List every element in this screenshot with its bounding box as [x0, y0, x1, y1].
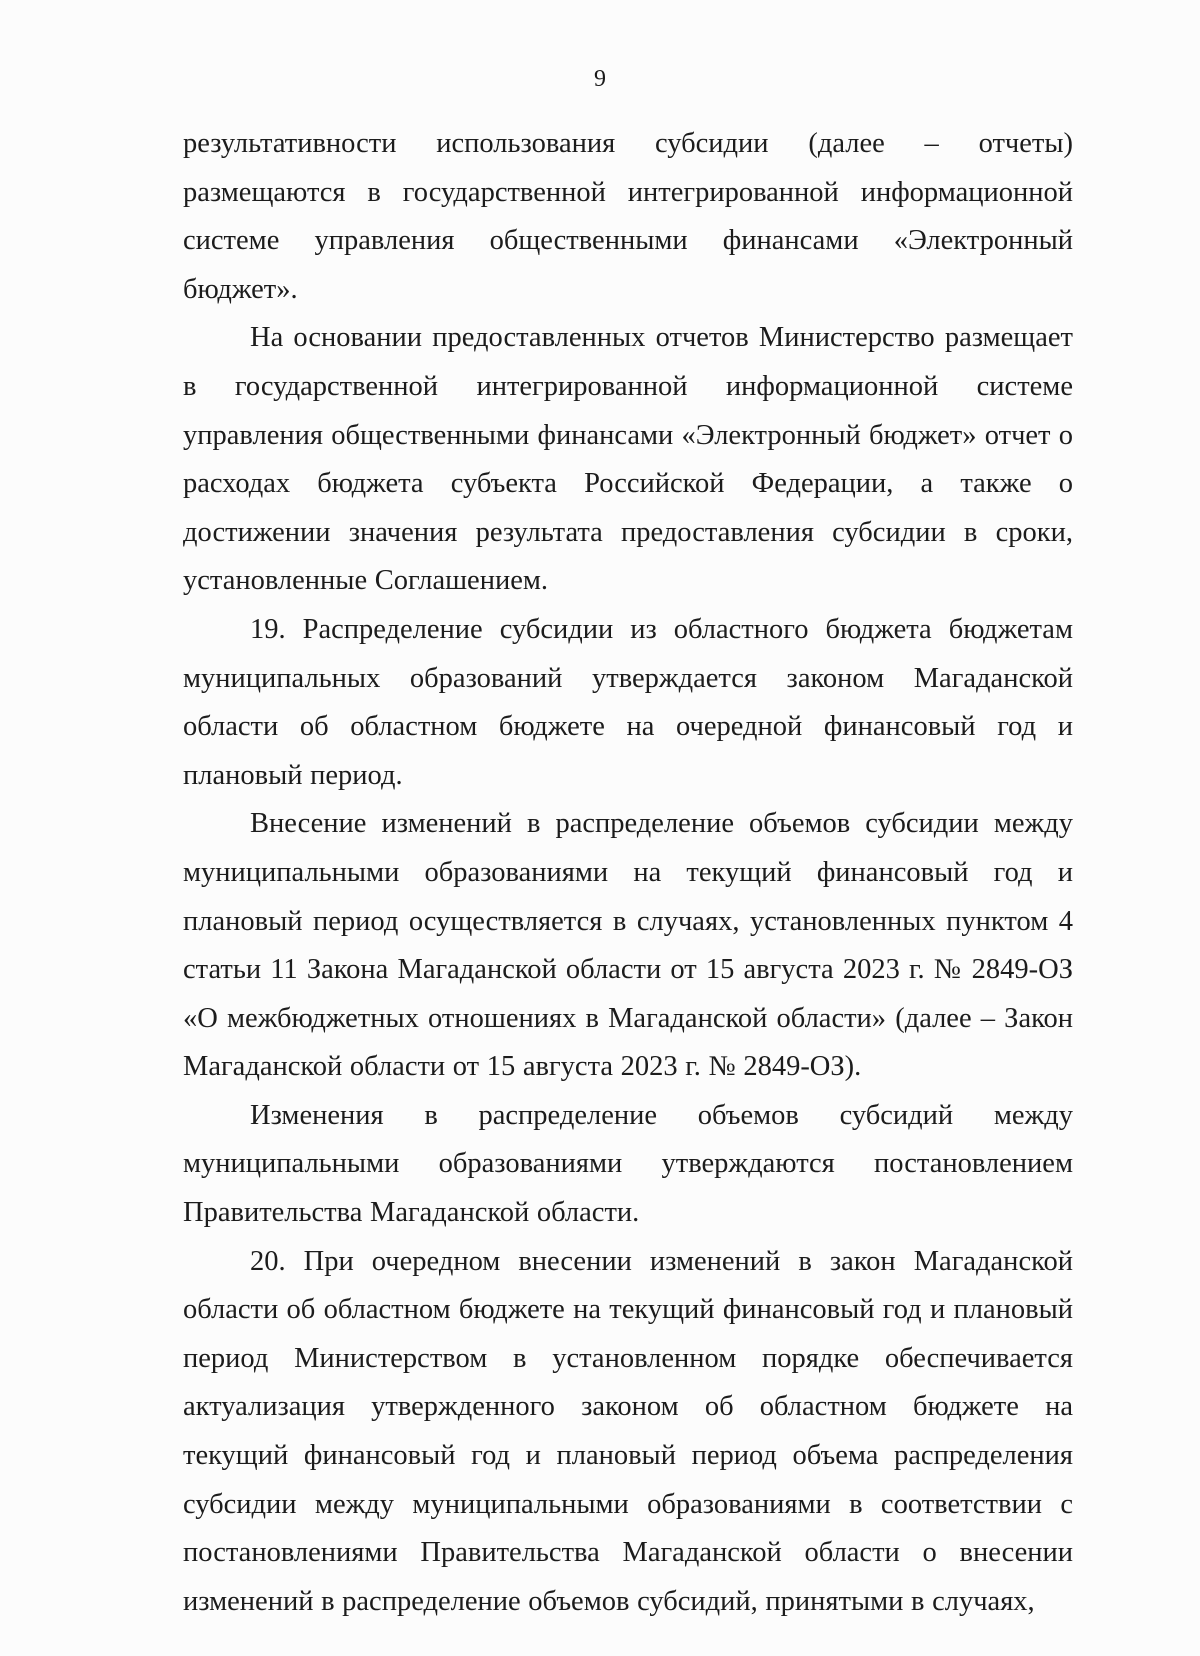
paragraph-item-19: 19. Распределение субсидии из областного бюджета бюджетам муниципальных образований утверждается законом Магаданской области об областном бюджете на очередной финансовый год и плановый период.: [183, 613, 1073, 791]
page-number: 9: [594, 66, 606, 92]
document-body: [183, 120, 1073, 1626]
paragraph-item-20: 20. При очередном внесении изменений в закон Магаданской области об областном бюджете на текущий финансовый год и плановый период Министерством в установленном порядке обеспечивается актуализация утвержденного законом об областном бюджете на текущий финансовый год и плановый период объема распределения субсидии между муниципальными образованиями в соответствии с постановлениями Правительства Магаданской области о внесении изменений в распределение объемов субсидий, принятыми в случаях,: [183, 1245, 1073, 1617]
paragraph-distribution-changes: Внесение изменений в распределение объемов субсидии между муниципальными образованиями на текущий финансовый год и плановый период осуществляется в случаях, установленных пунктом 4 статьи 11 Закона Магаданской области от 15 августа 2023 г. № 2849-ОЗ «О межбюджетных отношениях в Магаданской области» (далее – Закон Магаданской области от 15 августа 2023 г. № 2849-ОЗ).: [183, 808, 1073, 1083]
paragraph-ministry-report: На основании предоставленных отчетов Министерство размещает в государственной интегрированной информационной системе управления общественными финансами «Электронный бюджет» отчет о расходах бюджета субъекта Российской Федерации, а также о достижении значения результата предоставления субсидии в сроки, установленные Соглашением.: [183, 322, 1073, 597]
paragraph-changes-approval: Изменения в распределение объемов субсидий между муниципальными образованиями утверждаются постановлением Правительства Магаданской области.: [183, 1099, 1073, 1229]
paragraph-reports-placement: результативности использования субсидии (далее – отчеты) размещаются в государственной интегрированной информационной системе управления общественными финансами «Электронный бюджет».: [183, 128, 1073, 305]
